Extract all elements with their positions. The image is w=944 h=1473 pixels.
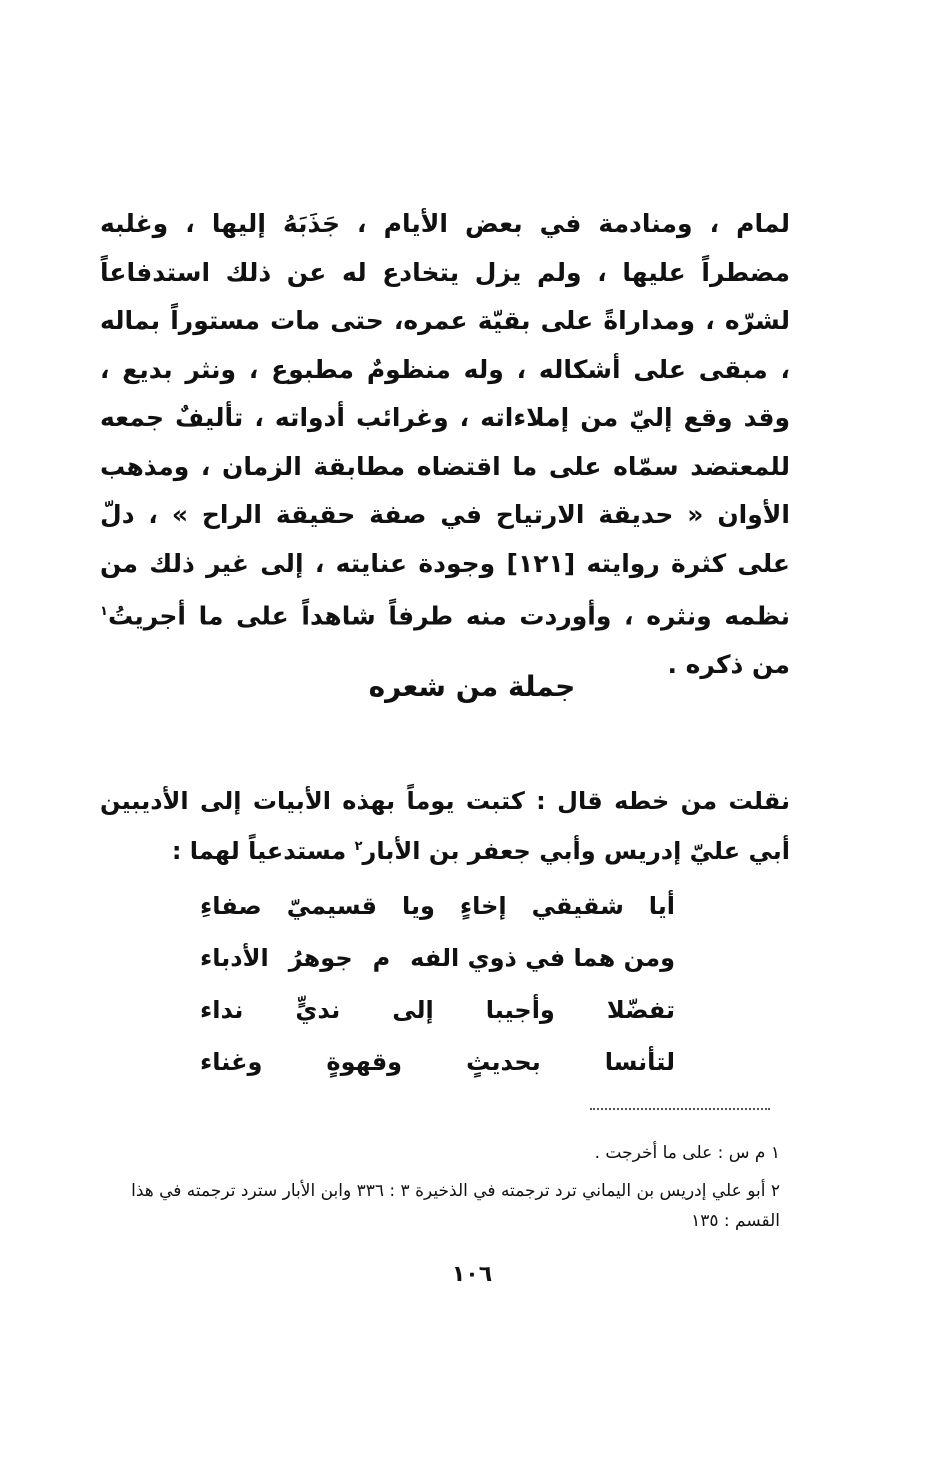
poem-word: وقهوةٍ [326, 1048, 403, 1076]
paragraph-tail: من ذكره . [667, 649, 790, 679]
poem-verse [200, 932, 675, 984]
poem-word: إلى [392, 996, 434, 1024]
footnote: ١ م س : على ما أخرجت . [594, 1143, 780, 1163]
poem-word: نداء [200, 996, 244, 1024]
poem-word: جوهرُ [288, 944, 353, 972]
poem-word: ومن هما في ذوي الفه [410, 944, 675, 972]
poem-word: م [372, 944, 391, 972]
intro-text-end: مستدعياً لهما : [171, 837, 347, 865]
poem-word: صفاءِ [200, 892, 262, 920]
intro-text: نقلت من خطه قال : كتبت يوماً بهذه الأبيات إلى الأديبين أبي عليّ إدريس وأبي جعفر بن الأبار [100, 787, 790, 865]
poem-word: قسيميّ [286, 892, 377, 920]
poem-word: ويا [401, 892, 435, 920]
poem-word: شقيقي [531, 892, 624, 920]
footnote: ٢ أبو علي إدريس بن اليماني ترد ترجمته في الذخيرة ٣ : ٣٣٦ وابن الأبار سترد ترجمته في هذا القسم : ١٣٥ [131, 1181, 780, 1231]
poem-word: تفضّلا [606, 996, 675, 1024]
poem-word: إخاءٍ [459, 892, 507, 920]
poem-word: الأدباء [200, 944, 269, 972]
body-paragraph [100, 200, 790, 689]
poem [200, 880, 675, 1088]
poem-word: وأجيبا [485, 996, 555, 1024]
poem-word: أيا [648, 892, 675, 920]
paragraph-text-end: ، دلّ على كثرة روايته [١٢١] وجودة عنايته ، إلى غير ذلك من نظمه ونثره ، وأوردت منه طرفاً شاهداً على ما أجريتُ [100, 500, 790, 631]
paragraph-text: لمام ، ومنادمة في بعض الأيام ، جَذَبَهُ إليها ، وغلبه مضطراً عليها ، ولم يزل يتخادع له عن ذلك استدفاعاً لشرّه ، ومداراةً على بقيّة عمره، حتى مات مستوراً بماله ، مبقى على أشكاله ، وله منظومٌ مطبوع ، ونثر بديع ، وقد وقع إليّ من إملاءاته ، وغرائب أدواته ، تأليفٌ جمعه للمعتضد سمّاه على ما اقتضاه مطابقة الزمان ، ومذهب الأوان [100, 209, 790, 529]
poem-word: لتأنسا [604, 1048, 675, 1076]
poem-verse [200, 880, 675, 932]
poem-verse [200, 1036, 675, 1088]
poem-word: وغناء [200, 1048, 263, 1076]
poem-word: بحديثٍ [466, 1048, 541, 1076]
footnote-ref: ٢ [354, 839, 363, 854]
poem-verse [200, 984, 675, 1036]
footnote-ref: ١ [100, 604, 108, 619]
book-title: « حديقة الارتياح في صفة حقيقة الراح » [171, 500, 704, 529]
page-number: ١٠٦ [451, 1262, 493, 1287]
poem-intro [100, 778, 790, 874]
poem-word: نديٍّ [295, 996, 341, 1024]
footnote-separator [590, 1108, 770, 1110]
section-heading: جملة من شعره [368, 670, 576, 703]
